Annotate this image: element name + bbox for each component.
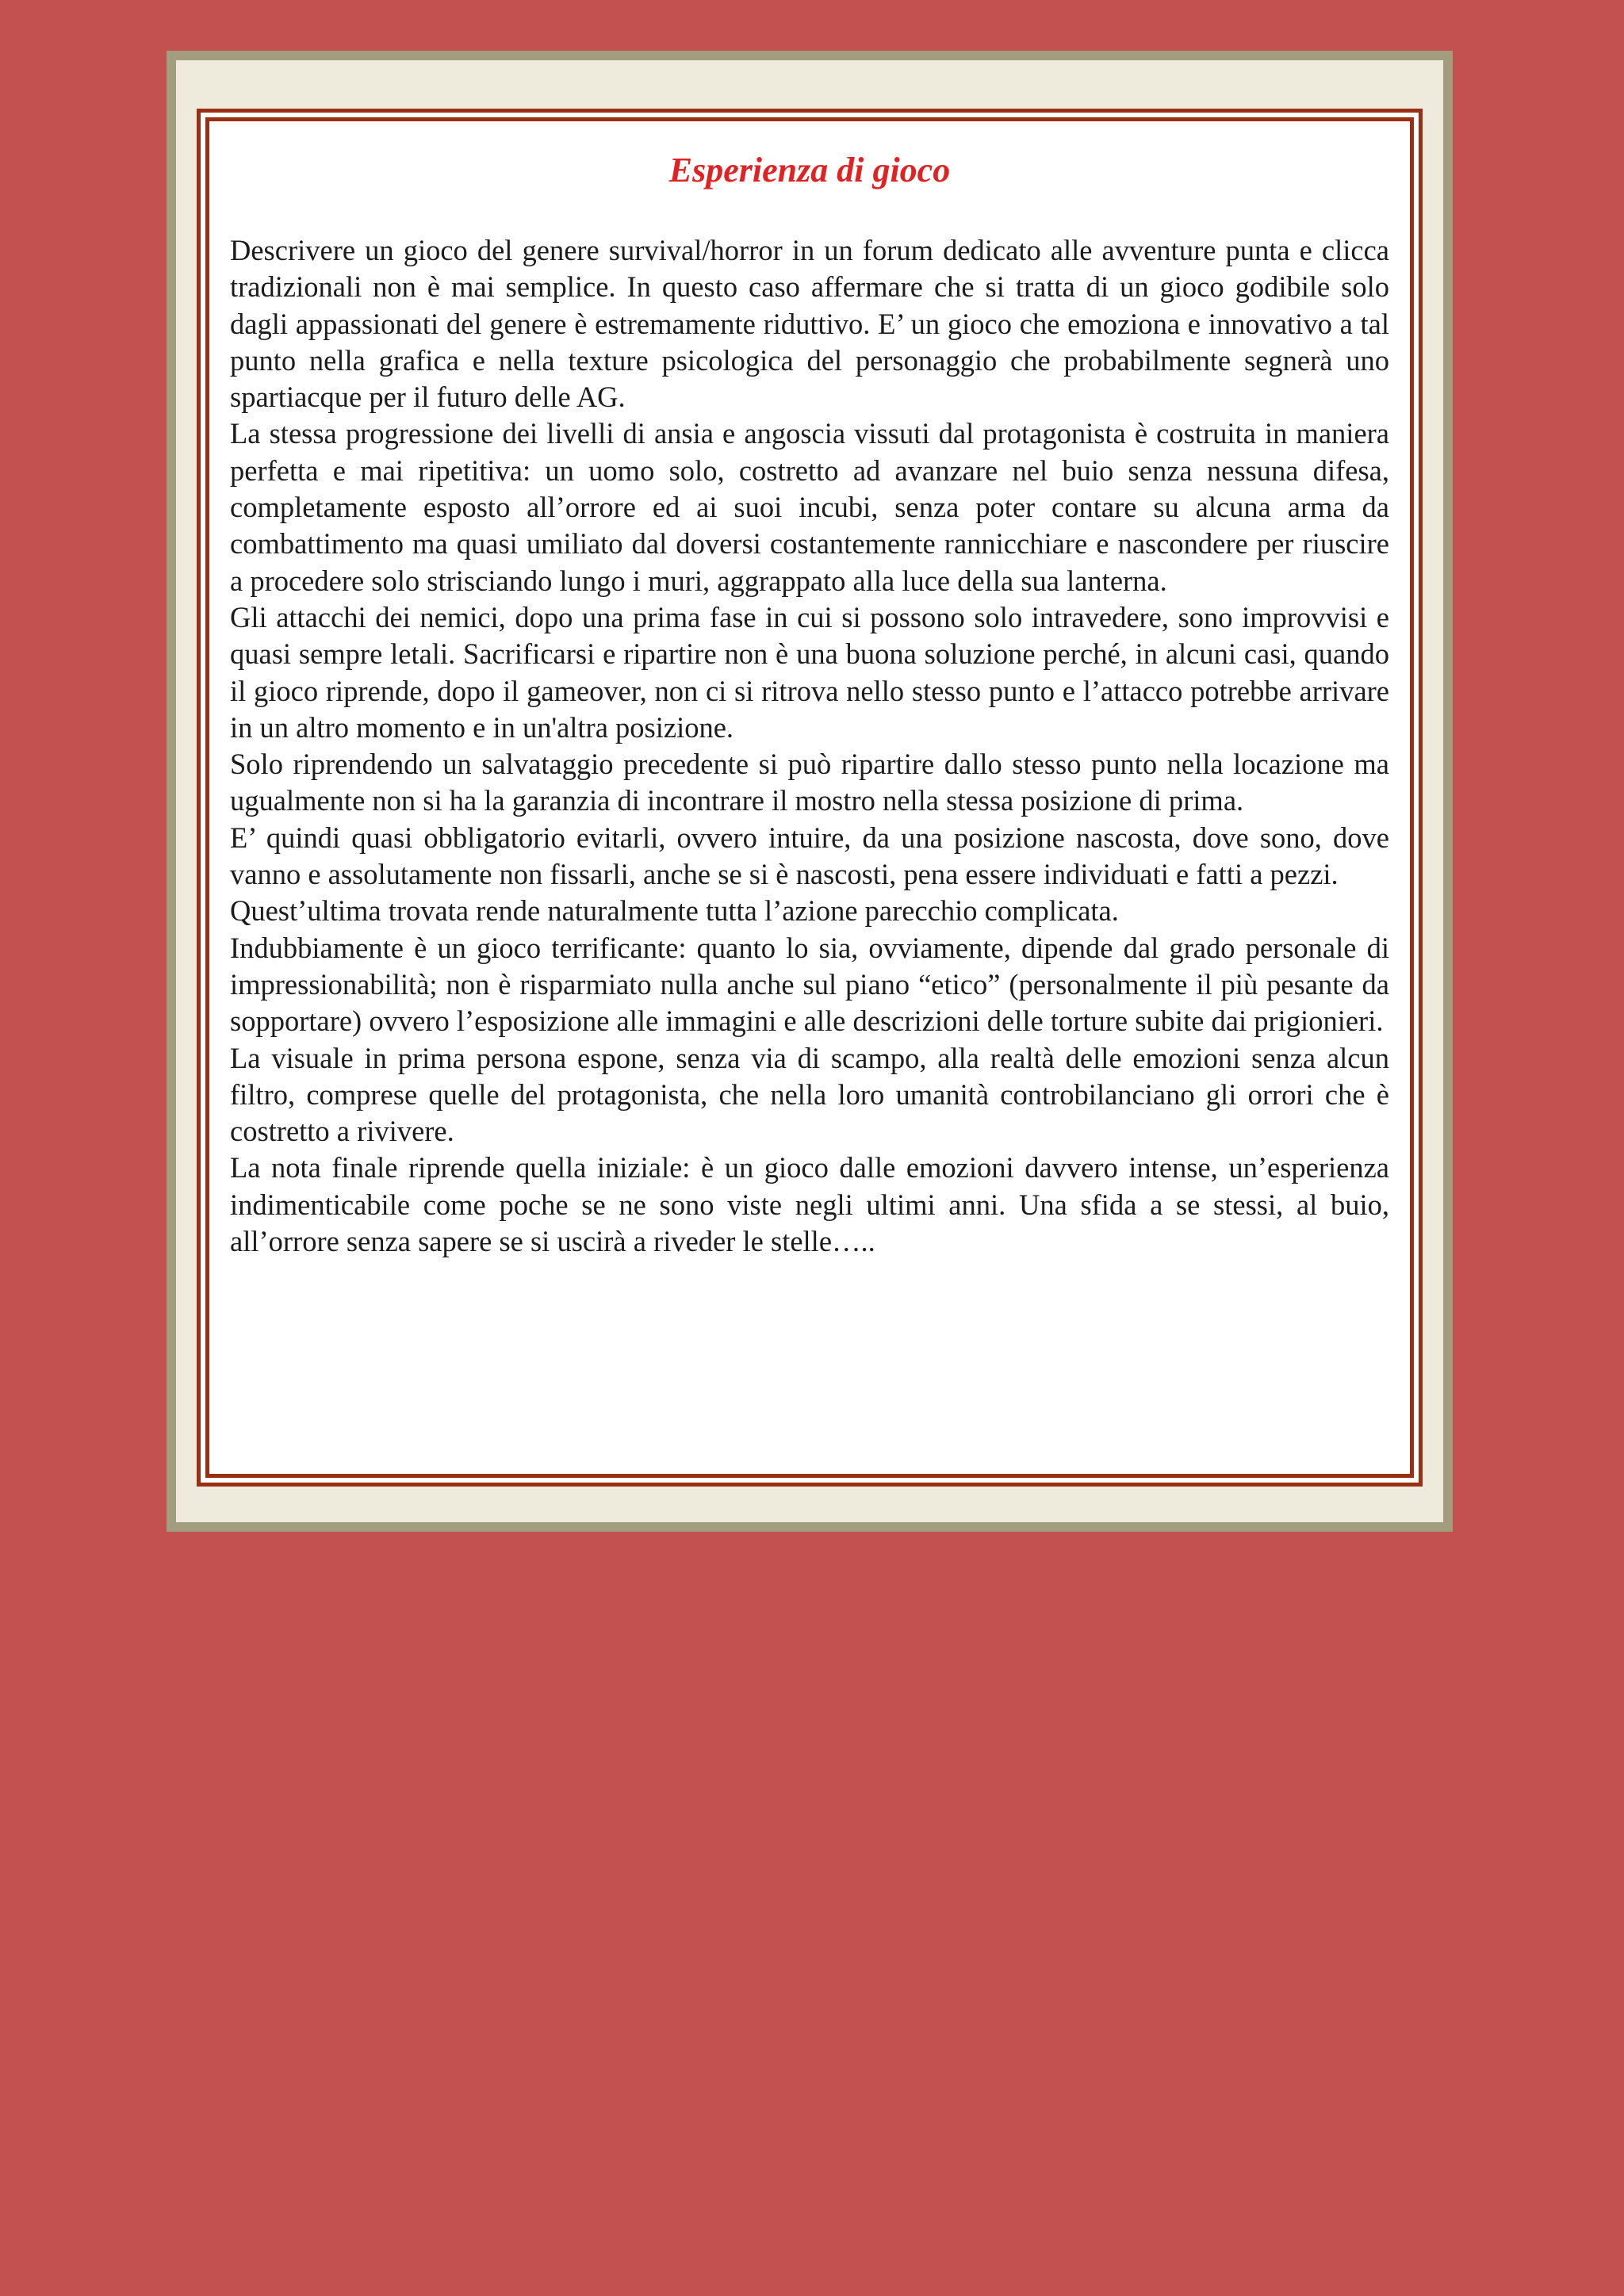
paragraph-intro: Descrivere un gioco del genere survival/horror in un forum dedicato alle avventure punta e clicca tradizionali non è mai semplice. In questo caso affermare che si tratta di un gioco godibile solo dagli appassionati del genere è estremamente riduttivo. E’ un gioco che emoziona e innovativo a tal punto nella grafica e nella texture psicologica del personaggio che probabilmente segnerà uno spartiacque per il futuro delle AG. — [230, 234, 1389, 414]
paragraph-first-person: La visuale in prima persona espone, senza via di scampo, alla realtà delle emozioni senza alcun filtro, comprese quelle del protagonista, che nella loro umanità controbilanciano gli orrori che è costretto a rivivere. — [230, 1041, 1389, 1148]
paragraph-progression: La stessa progressione dei livelli di ansia e angoscia vissuti dal protagonista è costruita in maniera perfetta e mai ripetitiva: un uomo solo, costretto ad avanzare nel buio senza nessuna difesa, completamente esposto all’orrore ed ai suoi incubi, senza poter contare su alcuna arma da combattimento ma quasi umiliato dal doversi costantemente rannicchiare e nascondere per riuscire a procedere solo strisciando lungo i muri, aggrappato alla luce della sua lanterna. — [230, 417, 1389, 597]
document-title: Esperienza di gioco — [668, 151, 951, 189]
paragraph-conclusion: La nota finale riprende quella iniziale: è un gioco dalle emozioni davvero intense, un’esperienza indimenticabile come poche se ne sono viste negli ultimi anni. Una sfida a se stessi, al buio, all’orrore senza sapere se si uscirà a riveder le stelle….. — [230, 1151, 1389, 1258]
document-panel — [167, 51, 1453, 1532]
paragraph-complication: Quest’ultima trovata rende naturalmente tutta l’azione parecchio complicata. — [230, 894, 1119, 928]
paragraph-avoidance: E’ quindi quasi obbligatorio evitarli, ovvero intuire, da una posizione nascosta, dove sono, dove vanno e assolutamente non fissarli, anche se si è nascosti, pena essere individuati e fatti a pezzi. — [230, 821, 1389, 891]
inner-frame — [205, 117, 1414, 1478]
document-body — [230, 232, 1389, 1260]
paragraph-terror: Indubbiamente è un gioco terrificante: quanto lo sia, ovviamente, dipende dal grado personale di impressionabilità; non è risparmiato nulla anche sul piano “etico” (personalmente il più pesante da sopportare) ovvero l’esposizione alle immagini e alle descrizioni delle torture subite dai prigionieri. — [230, 931, 1389, 1038]
paragraph-enemies: Gli attacchi dei nemici, dopo una prima fase in cui si possono solo intravedere, sono improvvisi e quasi sempre letali. Sacrificarsi e ripartire non è una buona soluzione perché, in alcuni casi, quando il gioco riprende, dopo il gameover, non ci si ritrova nello stesso punto e l’attacco potrebbe arrivare in un altro momento e in un'altra posizione. — [230, 600, 1389, 744]
outer-frame — [197, 109, 1423, 1487]
paragraph-savegame: Solo riprendendo un salvataggio precedente si può ripartire dallo stesso punto nella locazione ma ugualmente non si ha la garanzia di incontrare il mostro nella stessa posizione di prima. — [230, 748, 1389, 817]
